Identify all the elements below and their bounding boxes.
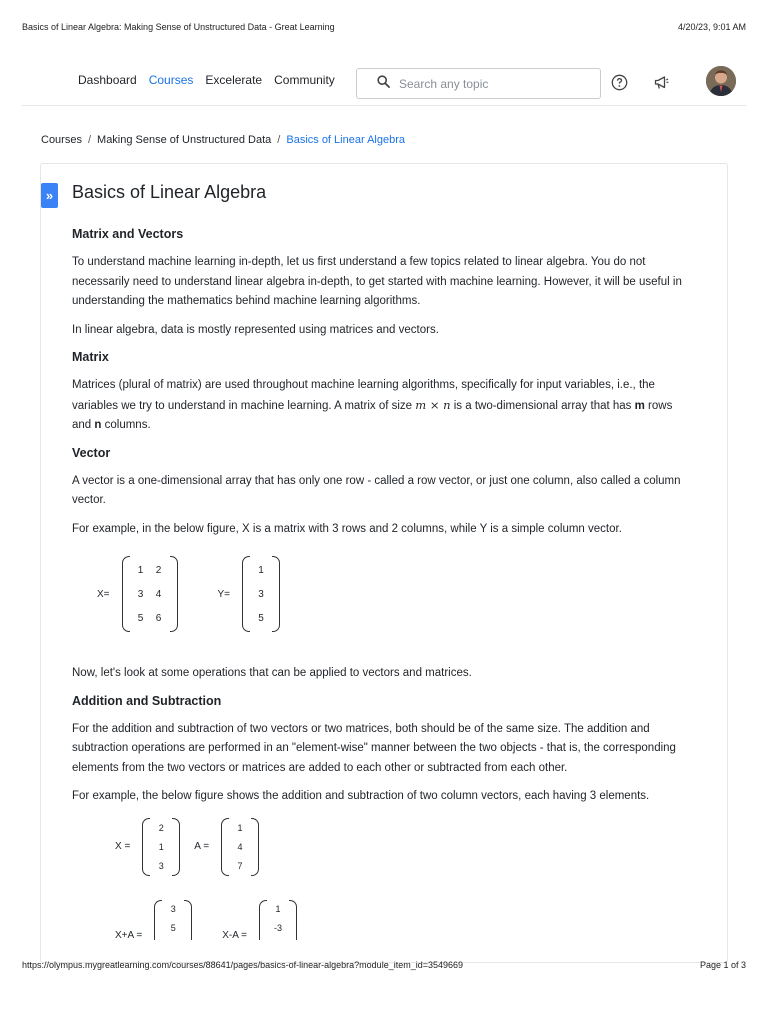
print-header xyxy=(22,22,746,32)
diff-label: X-A = xyxy=(222,929,247,940)
vector-x-label: X = xyxy=(115,841,131,852)
print-page-number: Page 1 of 3 xyxy=(699,960,746,970)
addition-figure xyxy=(115,816,692,878)
vector-cell: 5 xyxy=(258,612,264,624)
heading-matrix: Matrix xyxy=(72,350,109,364)
print-title: Basics of Linear Algebra: Making Sense of Unstructured Data - Great Learning xyxy=(22,22,335,32)
left-paren xyxy=(142,818,150,876)
left-paren xyxy=(154,900,162,940)
paragraph-intro: To understand machine learning in-depth, let us first understand a few topics related to linear algebra. You do not necessarily need to understand linear algebra in-depth, to get started with machine learning. However, it will be useful in understanding the mathematics behind machine learning algorithms. xyxy=(72,256,682,307)
right-paren xyxy=(289,900,297,940)
vector-cell: 5 xyxy=(170,922,176,933)
heading-matrix-vectors: Matrix and Vectors xyxy=(72,227,184,241)
left-paren xyxy=(242,556,250,632)
paragraph-vector: A vector is a one-dimensional array that has only one row - called a row vector, or just one column, also called a column vector. xyxy=(72,474,681,506)
vector-cell: 1 xyxy=(237,822,243,833)
matrix-n: n xyxy=(94,419,102,431)
search-icon xyxy=(377,75,390,93)
matrix-cell: 1 xyxy=(137,564,144,576)
vector-a xyxy=(229,823,251,871)
sum-label: X+A = xyxy=(115,929,143,940)
matrix-cell: 2 xyxy=(155,564,162,576)
vector-cell: -3 xyxy=(273,922,282,933)
left-paren xyxy=(221,818,229,876)
matrix-x xyxy=(130,565,170,624)
vector-y-label: Y= xyxy=(217,588,231,600)
matrix-cell: 4 xyxy=(155,588,162,600)
vector-cell: 3 xyxy=(258,588,264,600)
nav-courses[interactable]: Courses xyxy=(148,73,194,87)
vector-x xyxy=(150,823,172,871)
matrix-vector-figure xyxy=(97,548,692,640)
breadcrumb-current[interactable]: Basics of Linear Algebra xyxy=(286,134,405,146)
right-paren xyxy=(170,556,178,632)
breadcrumb-module[interactable]: Making Sense of Unstructured Data xyxy=(97,134,272,146)
breadcrumb-separator: / xyxy=(277,134,281,146)
search-input[interactable] xyxy=(399,77,579,91)
vector-cell: 1 xyxy=(258,564,264,576)
left-paren xyxy=(122,556,130,632)
matrix-text-3: rows and xyxy=(72,399,673,431)
page-title: Basics of Linear Algebra xyxy=(72,182,267,202)
matrix-cell: 3 xyxy=(137,588,144,600)
print-url: https://olympus.mygreatlearning.com/courses/88641/pages/basics-of-linear-algebra?module_item_id=3549669 xyxy=(22,960,464,970)
paragraph-data-representation: In linear algebra, data is mostly represented using matrices and vectors. xyxy=(72,323,439,336)
content-card xyxy=(40,163,728,963)
print-footer xyxy=(22,960,746,970)
paragraph-operations: Now, let's look at some operations that can be applied to vectors and matrices. xyxy=(72,667,472,679)
right-paren xyxy=(172,818,180,876)
vector-a-label: A = xyxy=(194,841,210,852)
vector-sum xyxy=(162,900,184,933)
breadcrumb xyxy=(41,134,405,146)
result-figure xyxy=(115,900,692,940)
paragraph-matrix xyxy=(72,376,692,436)
vector-diff xyxy=(267,900,289,933)
matrix-m: m xyxy=(634,399,645,412)
nav-links xyxy=(78,73,335,87)
megaphone-icon[interactable] xyxy=(651,72,671,92)
paragraph-addition-example: For example, the below figure shows the addition and subtraction of two column vectors, each having 3 elements. xyxy=(72,790,650,802)
nav-excelerate[interactable]: Excelerate xyxy=(205,73,263,87)
right-paren xyxy=(251,818,259,876)
nav-dashboard[interactable]: Dashboard xyxy=(78,73,137,87)
heading-addition-subtraction: Addition and Subtraction xyxy=(72,693,222,708)
vector-y xyxy=(250,565,272,624)
breadcrumb-courses[interactable]: Courses xyxy=(41,134,82,146)
matrix-size-math: m × n xyxy=(415,397,451,412)
matrix-cell: 5 xyxy=(137,612,144,624)
right-paren xyxy=(272,556,280,632)
paragraph-example: For example, in the below figure, X is a matrix with 3 rows and 2 columns, while Y is a simple column vector. xyxy=(72,522,622,535)
right-paren xyxy=(184,900,192,940)
help-icon[interactable] xyxy=(609,72,629,92)
vector-cell: 7 xyxy=(237,860,243,871)
search-box[interactable] xyxy=(356,68,601,99)
vector-cell: 3 xyxy=(170,903,176,914)
nav-community[interactable]: Community xyxy=(274,73,335,87)
breadcrumb-separator: / xyxy=(87,134,92,146)
matrix-text-1: Matrices (plural of matrix) are used throughout machine learning algorithms, specifically for input variables, i.e., the variables we try to understand in machine learning. A matrix of size xyxy=(72,379,655,412)
matrix-text-2: is a two-dimensional array that has xyxy=(450,399,635,412)
expand-sidebar-button[interactable]: » xyxy=(41,183,58,208)
vector-cell: 2 xyxy=(158,822,164,833)
vector-cell: 4 xyxy=(237,841,243,852)
matrix-x-label: X= xyxy=(97,588,110,600)
vector-cell: 1 xyxy=(275,903,281,914)
paragraph-addition: For the addition and subtraction of two vectors or two matrices, both should be of the same size. The addition and subtraction operations are performed in an "element-wise" manner between the two objects - that is, the corresponding elements from the two vectors or matrices are added to each other or subtracted from each other. xyxy=(72,722,676,774)
matrix-text-4: columns. xyxy=(101,419,151,431)
top-navigation xyxy=(22,60,746,106)
vector-cell: 1 xyxy=(158,841,164,852)
vector-cell: 3 xyxy=(158,860,164,871)
print-datetime: 4/20/23, 9:01 AM xyxy=(677,22,746,32)
heading-vector: Vector xyxy=(72,445,111,460)
page-content xyxy=(72,180,692,940)
avatar[interactable] xyxy=(706,66,736,96)
left-paren xyxy=(259,900,267,940)
matrix-cell: 6 xyxy=(155,612,162,624)
